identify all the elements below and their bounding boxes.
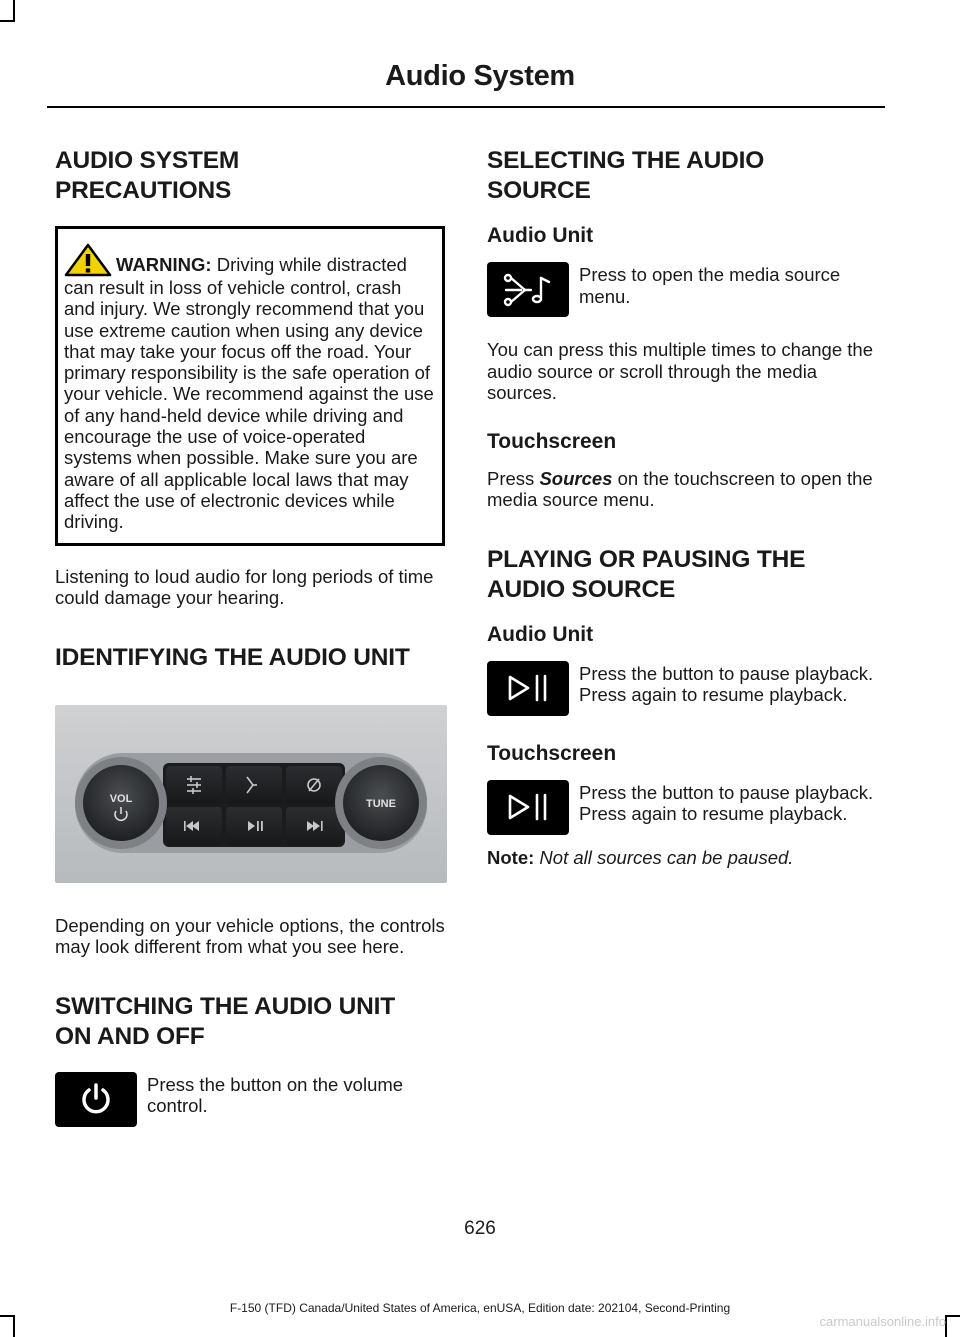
source-text: Press to open the media source menu.: [579, 264, 841, 307]
sources-keyword: Sources: [539, 467, 613, 489]
precautions-heading: AUDIO SYSTEM PRECAUTIONS: [55, 147, 240, 204]
sources-paragraph: Press Sources on the touchscreen to open the media source menu.: [487, 467, 873, 510]
pause-row-1: [487, 661, 882, 716]
note-paragraph: [487, 847, 882, 869]
warning-label: WARNING:: [116, 254, 212, 275]
page-title: Audio System: [385, 60, 575, 92]
tune-label: TUNE: [366, 797, 396, 810]
watermark: carmanualsonline.info: [819, 1314, 946, 1329]
note-text: Not all sources can be paused.: [539, 846, 794, 868]
note-label: Note:: [487, 846, 535, 868]
play-pause-icon: [504, 671, 552, 705]
play-pause-icon: [504, 790, 552, 824]
audio-unit-subheading: Audio Unit: [487, 224, 594, 247]
select-heading: SELECTING THE AUDIO SOURCE: [487, 147, 765, 204]
warning-text: Driving while distracted can result in loss of vehicle control, crash and injury. We strongly recommend that you use extreme caution when using any device that may take your focus off the road. Your primary responsibility is the safe operation of your vehicle. We recommend against the use of any hand-held device while driving and encourage the use of voice-operated systems when possible. Make sure you are aware of all applicable local laws that may affect the use of electronic devices while driving.: [64, 254, 434, 533]
left-column: [55, 146, 445, 1127]
switch-heading: SWITCHING THE AUDIO UNIT ON AND OFF: [55, 992, 395, 1050]
switch-text: Press the button on the volume control.: [147, 1073, 404, 1117]
pause-text-2: Press the button to pause playback. Press again to resume playback.: [579, 781, 874, 824]
power-icon-box: [55, 1072, 137, 1127]
audio-unit-subheading-2: Audio Unit: [487, 622, 594, 646]
crop-mark: [0, 20, 15, 22]
audio-unit-illustration: [55, 705, 447, 883]
power-icon: [78, 1081, 114, 1117]
warning-paragraph: [64, 243, 434, 533]
right-column: [487, 146, 882, 868]
play-pause-icon-box: [487, 661, 569, 716]
pause-text-1: Press the button to pause playback. Press again to resume playback.: [579, 662, 874, 705]
multiple-paragraph: You can press this multiple times to change the audio source or scroll through the media sources.: [487, 339, 873, 403]
play-heading: PLAYING OR PAUSING THE AUDIO SOURCE: [487, 545, 806, 603]
crop-mark: [0, 1315, 15, 1317]
pause-row-2: [487, 780, 882, 835]
audio-panel-drawing: [55, 705, 447, 883]
warning-triangle-icon: [64, 243, 112, 277]
hearing-paragraph: Listening to loud audio for long periods of time could damage your hearing.: [55, 565, 434, 609]
warning-box: [55, 226, 445, 546]
vol-label: VOL: [109, 792, 133, 805]
source-icon-box: [487, 262, 569, 317]
edition-line: F-150 (TFD) Canada/United States of America, enUSA, Edition date: 202104, Second-Printing: [229, 1301, 731, 1315]
identify-heading: IDENTIFYING THE AUDIO UNIT: [55, 643, 410, 671]
crop-mark: [13, 0, 15, 22]
crop-mark: [945, 1315, 960, 1317]
touchscreen-subheading: Touchscreen: [487, 429, 617, 453]
media-source-icon: [503, 270, 553, 310]
page-number: 626: [464, 1218, 496, 1239]
source-row: [487, 262, 882, 317]
power-row: [55, 1072, 445, 1127]
options-paragraph: Depending on your vehicle options, the controls may look different from what you see here.: [55, 914, 445, 958]
crop-mark: [13, 1315, 15, 1337]
header-rule: [47, 106, 885, 108]
play-pause-icon-box-2: [487, 780, 569, 835]
touchscreen-subheading-2: Touchscreen: [487, 741, 617, 765]
